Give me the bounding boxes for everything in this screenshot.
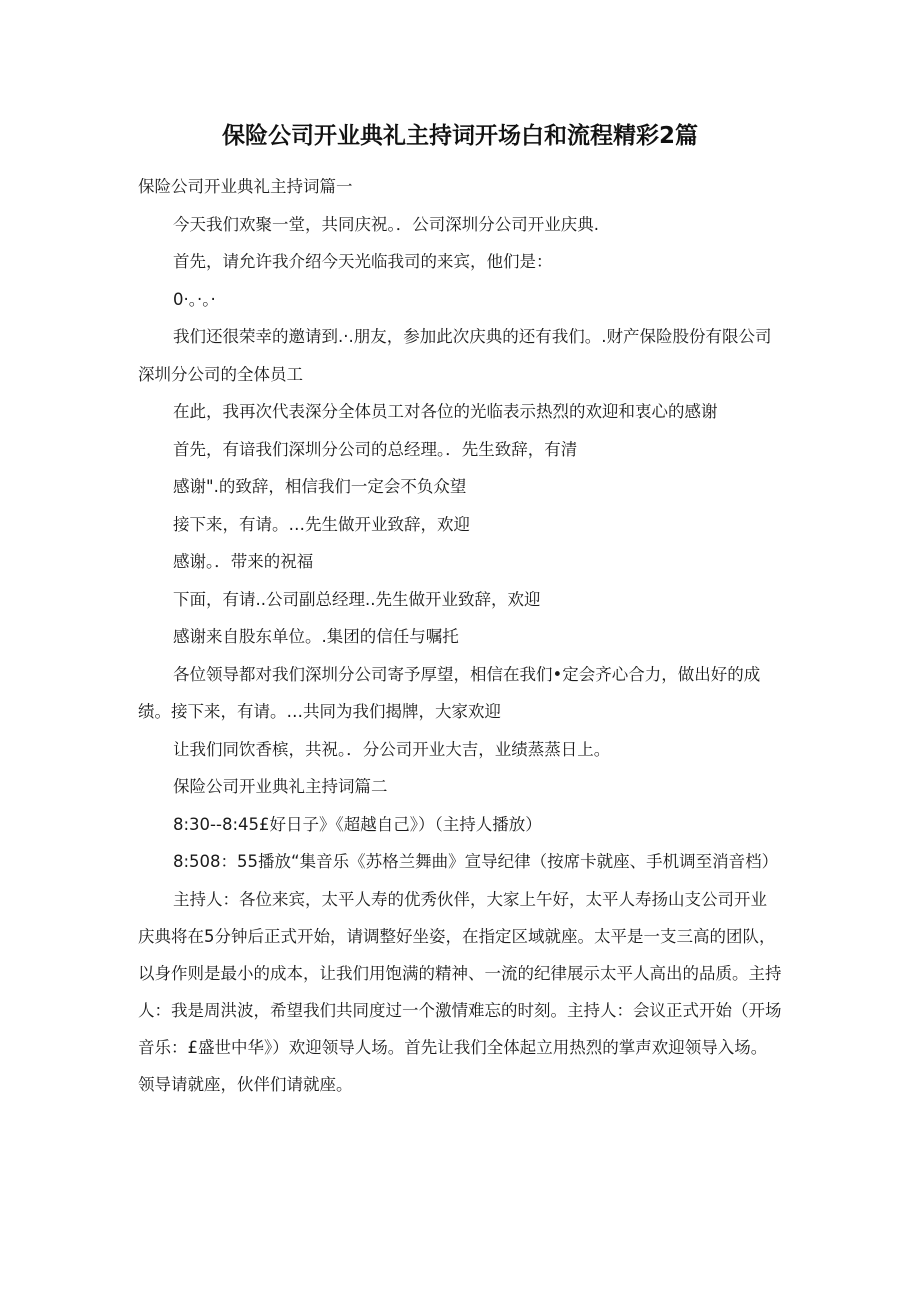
section-heading-2: 保险公司开业典礼主持词篇二: [173, 777, 388, 796]
paragraph: 首先，有谙我们深圳分公司的总经理。．先生致辞，有清: [173, 439, 578, 459]
paragraph: 各位领导都对我们深圳分公司寄予厚望，相信在我们•定会齐心合力，做出好的成绩。接下来，有请。…共同为我们揭牌，大家欢迎: [138, 664, 761, 721]
document-body: [138, 168, 783, 1103]
paragraph: 感谢".的致辞，相信我们一定会不负众望: [173, 477, 467, 496]
paragraph: 在此，我再次代表深分全体员工对各位的光临表示热烈的欢迎和衷心的感谢: [173, 402, 718, 421]
section-heading-1: 保险公司开业典礼主持词篇一: [138, 177, 353, 196]
paragraph: 8:508：55播放“集音乐《苏格兰舞曲》宣导纪律（按席卡就座、手机调至消音档）: [173, 852, 779, 871]
paragraph: 8:30--8:45£好日子》《超越自己》）（主持人播放）: [173, 814, 542, 834]
paragraph: 我们还很荣幸的邀请到.·.朋友，参加此次庆典的还有我们。.财产保险股份有限公司深圳分公司的全体员工: [138, 327, 772, 384]
document-title: 保险公司开业典礼主持词开场白和流程精彩2篇: [221, 123, 698, 149]
paragraph: 接下来，有请。…先生做开业致辞，欢迎: [173, 514, 470, 534]
paragraph: 0·。·。·: [173, 289, 216, 309]
paragraph: 感谢。．带来的祝福: [173, 552, 314, 571]
paragraph: 下面，有请..公司副总经理..先生做开业致辞，欢迎: [173, 589, 541, 609]
paragraph: 让我们同饮香槟，共祝。．分公司开业大吉，业绩蒸蒸日上。: [173, 739, 611, 759]
paragraph: 首先，请允许我介绍今天光临我司的来宾，他们是：: [173, 252, 553, 271]
paragraph: 主持人：各位来宾，太平人寿的优秀伙伴，大家上午好，太平人寿扬山支公司开业庆典将在5分钟后正式开始，请调整好坐姿，在指定区域就座。太平是一支三高的团队，以身作则是最小的成本，让我们用饱满的精神、一流的纪律展示太平人高出的品质。主持人：我是周洪波，希望我们共同度过一个激情难忘的时刻。主持人：会议正式开始（开场音乐：£盛世中华》）欢迎领导人场。首先让我们全体起立用热烈的掌声欢迎领导入场。领导请就座，伙伴们请就座。: [138, 889, 782, 1094]
paragraph: 今天我们欢聚一堂，共同庆祝。．公司深圳分公司开业庆典.: [173, 214, 599, 234]
paragraph: 感谢来自股东单位。.集团的信任与嘱托: [173, 627, 459, 646]
